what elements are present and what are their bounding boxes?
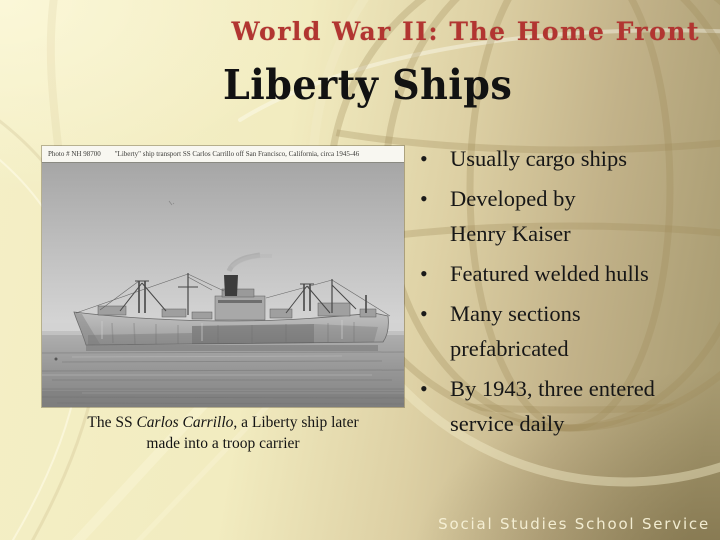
bullet-list bbox=[412, 141, 712, 446]
ship-photo-art bbox=[42, 163, 404, 407]
caption-text-post: , a Liberty ship later bbox=[233, 414, 359, 431]
bullet-item: • Usually cargo ships bbox=[412, 141, 712, 176]
photo-caption bbox=[42, 412, 404, 454]
liberty-ship-photo bbox=[42, 146, 404, 407]
photo-number: Photo # NH 98700 bbox=[48, 150, 101, 158]
bullet-item: • Many sections prefabricated bbox=[412, 296, 712, 366]
photo-strip-description: "Liberty" ship transport SS Carlos Carrillo off San Francisco, California, circa 1945-46 bbox=[114, 150, 360, 158]
presentation-header: World War II: The Home Front bbox=[231, 17, 700, 46]
caption-ship-name: Carlos Carrillo bbox=[136, 414, 234, 431]
bullet-item: • Developed by Henry Kaiser bbox=[412, 181, 712, 251]
caption-text-pre: The SS bbox=[87, 414, 137, 431]
bullet-item: • Featured welded hulls bbox=[412, 256, 712, 291]
photo-archive-strip bbox=[42, 146, 404, 163]
slide-title: Liberty Ships bbox=[223, 61, 513, 109]
footer-brand: Social Studies School Service bbox=[438, 515, 710, 533]
ship-funnel bbox=[224, 275, 238, 296]
photo-caption-line2: made into a troop carrier bbox=[146, 435, 300, 452]
photo-caption-line1 bbox=[42, 412, 404, 433]
bullet-item: • By 1943, three entered service daily bbox=[412, 371, 712, 441]
